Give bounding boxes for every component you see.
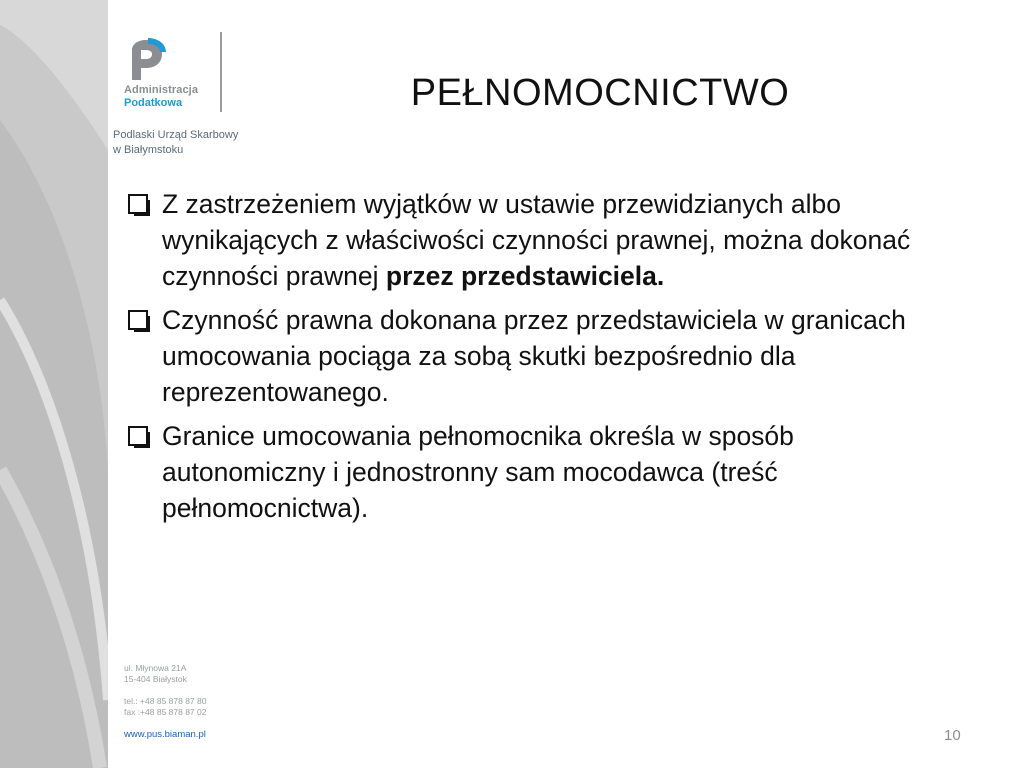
logo-text-podatkowa: Podatkowa [124, 97, 183, 109]
footer-address-city: 15-404 Białystok [124, 674, 187, 684]
office-name: Podlaski Urząd Skarbowy [113, 129, 239, 141]
checkbox-bullet-icon [128, 426, 148, 446]
bullet-text: Z zastrzeżeniem wyjątków w ustawie przewidzianych albo wynikających z właściwości czynności prawnej, można dokonać czynności prawnej [162, 189, 911, 291]
bullet-item [126, 186, 946, 294]
bullet-bold-text: przez przedstawiciela. [385, 261, 665, 291]
slide-content [126, 186, 946, 534]
administracja-podatkowa-logo-icon [124, 36, 168, 84]
page-number: 10 [944, 727, 961, 744]
bullet-text: Granice umocowania pełnomocnika określa w sposób autonomiczny i jednostronny sam mocodawca (treść pełnomocnictwa). [162, 421, 794, 523]
checkbox-bullet-icon [128, 194, 148, 214]
footer-fax: fax :+48 85 878 87 02 [124, 707, 207, 717]
bullet-item [126, 302, 946, 410]
footer-tel: tel.: +48 85 878 87 80 [124, 696, 207, 706]
footer-website-link[interactable]: www.pus.biaman.pl [124, 729, 206, 740]
decorative-arcs-graphic [0, 0, 108, 768]
checkbox-bullet-icon [128, 310, 148, 330]
bullet-text: Czynność prawna dokonana przez przedstawiciela w granicach umocowania pociąga za sobą skutki bezpośrednio dla reprezentowanego. [162, 305, 906, 407]
logo-divider [220, 32, 222, 112]
logo [118, 32, 228, 118]
logo-text-administracja: Administracja [124, 84, 199, 96]
slide-title: PEŁNOMOCNICTWO [410, 72, 790, 114]
office-city: w Białymstoku [113, 144, 184, 156]
bullet-item [126, 418, 946, 526]
left-decorative-band [0, 0, 108, 768]
footer-address-street: ul. Młynowa 21A [124, 663, 187, 673]
